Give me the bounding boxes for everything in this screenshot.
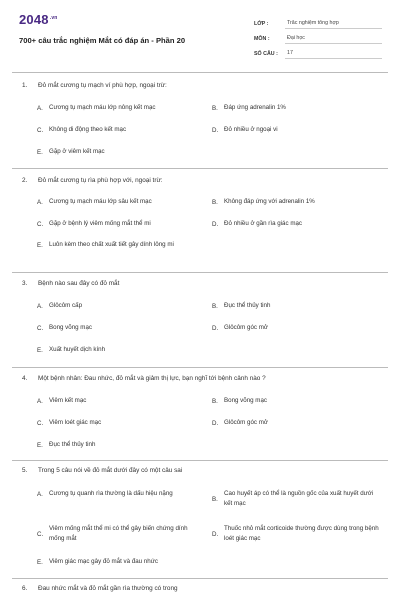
option-letter: D. bbox=[212, 220, 219, 228]
meta-count-value: 17 bbox=[285, 50, 382, 59]
option-text: Glôcôm góc mở bbox=[224, 324, 268, 331]
option-letter: B. bbox=[212, 302, 218, 310]
option-letter: C. bbox=[37, 419, 44, 427]
question-stem bbox=[22, 280, 119, 287]
option-letter: A. bbox=[37, 198, 43, 206]
question-divider bbox=[12, 460, 388, 461]
answer-option[interactable] bbox=[212, 197, 382, 207]
option-letter: B. bbox=[212, 397, 218, 405]
answer-option[interactable] bbox=[37, 125, 197, 135]
question-number: 5. bbox=[22, 467, 28, 474]
logo-suffix: .vn bbox=[49, 15, 58, 21]
meta-class-label: LỚP : bbox=[254, 21, 269, 27]
option-text: Đỏ nhiều ở ngoại vi bbox=[224, 126, 278, 133]
answer-option[interactable] bbox=[37, 103, 197, 113]
answer-option[interactable] bbox=[212, 301, 382, 311]
question-stem bbox=[22, 177, 163, 184]
answer-option[interactable] bbox=[37, 323, 197, 333]
answer-option[interactable] bbox=[212, 396, 382, 406]
answer-option[interactable] bbox=[37, 440, 382, 450]
option-letter: D. bbox=[212, 324, 219, 332]
option-letter: A. bbox=[37, 490, 43, 498]
option-letter: C. bbox=[37, 126, 44, 134]
option-text: Glôcôm cấp bbox=[49, 302, 83, 309]
answer-option[interactable] bbox=[37, 489, 202, 499]
answer-option[interactable] bbox=[37, 147, 382, 157]
option-text: Đỏ nhiều ở gần rìa giác mạc bbox=[224, 220, 303, 227]
option-text: Luôn kèm theo chất xuất tiết gây dính lông mi bbox=[49, 241, 174, 248]
question-text: Đau nhức mắt và đỏ mắt gần rìa thường có trong bbox=[38, 585, 178, 592]
option-letter: D. bbox=[212, 530, 219, 538]
answer-option[interactable] bbox=[37, 301, 197, 311]
option-letter: D. bbox=[212, 419, 219, 427]
answer-option[interactable] bbox=[37, 240, 207, 250]
option-text: Viêm giác mạc gây đỏ mắt và đau nhức bbox=[49, 558, 158, 565]
question-stem bbox=[22, 375, 266, 382]
answer-option[interactable] bbox=[37, 524, 202, 544]
option-letter: B. bbox=[212, 198, 218, 206]
question-stem bbox=[22, 467, 182, 474]
option-text: Viêm kết mạc bbox=[49, 397, 87, 404]
question-divider bbox=[12, 578, 388, 579]
question-number: 4. bbox=[22, 375, 28, 382]
option-text: Đục thể thủy tinh bbox=[224, 302, 271, 309]
answer-option[interactable] bbox=[37, 345, 382, 355]
question-divider bbox=[12, 367, 388, 368]
question-divider bbox=[12, 272, 388, 273]
question-stem bbox=[22, 82, 167, 89]
answer-option[interactable] bbox=[212, 489, 382, 509]
question-text: Một bệnh nhân: Đau nhức, đỏ mắt và giảm thị lực, bạn nghĩ tới bệnh cảnh nào ? bbox=[38, 375, 266, 382]
option-text: Gặp ở viêm kết mạc bbox=[49, 148, 105, 155]
answer-option[interactable] bbox=[212, 524, 382, 544]
answer-option[interactable] bbox=[37, 418, 197, 428]
logo-main: 2048 bbox=[19, 12, 49, 27]
question-number: 1. bbox=[22, 82, 28, 89]
question-text: Trong 5 câu nói về đỏ mắt dưới đây có một câu sai bbox=[38, 467, 183, 474]
question-number: 3. bbox=[22, 280, 28, 287]
answer-option[interactable] bbox=[212, 418, 382, 428]
question-text: Bệnh nào sau đây có đỏ mắt bbox=[38, 280, 120, 287]
option-letter: C. bbox=[37, 324, 44, 332]
option-text: Viêm mống mắt thể mi có thể gây biến chứng dính mống mắt bbox=[49, 525, 188, 542]
option-letter: E. bbox=[37, 241, 43, 249]
option-letter: C. bbox=[37, 530, 44, 538]
question-stem bbox=[22, 585, 178, 592]
document-title: 700+ câu trắc nghiệm Mắt có đáp án - Phần 20 bbox=[19, 36, 186, 45]
option-text: Không đáp ứng với adrenalin 1% bbox=[224, 198, 315, 205]
meta-subject-label: MÔN : bbox=[254, 36, 270, 42]
answer-option[interactable] bbox=[37, 396, 197, 406]
option-letter: E. bbox=[37, 346, 43, 354]
option-text: Gặp ở bệnh lý viêm mống mắt thể mi bbox=[49, 220, 151, 227]
option-letter: D. bbox=[212, 126, 219, 134]
answer-option[interactable] bbox=[212, 219, 382, 229]
question-number: 6. bbox=[22, 585, 28, 592]
option-letter: A. bbox=[37, 397, 43, 405]
answer-option[interactable] bbox=[37, 557, 382, 567]
option-text: Không di động theo kết mạc bbox=[49, 126, 127, 133]
answer-option[interactable] bbox=[37, 219, 197, 229]
option-text: Glôcôm góc mở bbox=[224, 419, 268, 426]
question-divider bbox=[12, 168, 388, 169]
option-text: Cương tụ mạch máu lớp nông kết mạc bbox=[49, 104, 156, 111]
answer-option[interactable] bbox=[212, 125, 382, 135]
meta-class-value: Trắc nghiệm tổng hợp bbox=[285, 20, 382, 29]
question-text: Đỏ mắt cương tụ rìa phù hợp với, ngoại trừ: bbox=[38, 177, 163, 184]
answer-option[interactable] bbox=[212, 103, 382, 113]
answer-option[interactable] bbox=[37, 197, 197, 207]
meta-subject-value: Đại học bbox=[285, 35, 382, 44]
meta-count-label: SỐ CÂU : bbox=[254, 51, 278, 57]
option-letter: A. bbox=[37, 104, 43, 112]
option-letter: E. bbox=[37, 441, 43, 449]
option-letter: B. bbox=[212, 104, 218, 112]
option-text: Cương tụ quanh rìa thường là dấu hiệu nặng bbox=[49, 490, 173, 497]
option-letter: B. bbox=[212, 495, 218, 503]
option-text: Viêm loét giác mạc bbox=[49, 419, 102, 426]
option-text: Bong võng mạc bbox=[49, 324, 92, 331]
option-text: Xuất huyết dịch kính bbox=[49, 346, 106, 353]
option-text: Đáp ứng adrenalin 1% bbox=[224, 104, 286, 111]
answer-option[interactable] bbox=[212, 323, 382, 333]
question-number: 2. bbox=[22, 177, 28, 184]
option-letter: A. bbox=[37, 302, 43, 310]
option-letter: E. bbox=[37, 558, 43, 566]
option-text: Đục thể thủy tinh bbox=[49, 441, 96, 448]
option-text: Cao huyết áp có thể là nguồn gốc của xuất huyết dưới kết mạc bbox=[224, 490, 374, 507]
option-text: Thuốc nhỏ mắt corticoide thường được dùng trong bệnh loét giác mạc bbox=[224, 525, 379, 542]
option-letter: E. bbox=[37, 148, 43, 156]
option-text: Bong võng mạc bbox=[224, 397, 267, 404]
option-letter: C. bbox=[37, 220, 44, 228]
option-text: Cương tụ mạch máu lớp sâu kết mạc bbox=[49, 198, 152, 205]
question-text: Đỏ mắt cương tụ mạch ví phù hợp, ngoại trừ: bbox=[38, 82, 167, 89]
